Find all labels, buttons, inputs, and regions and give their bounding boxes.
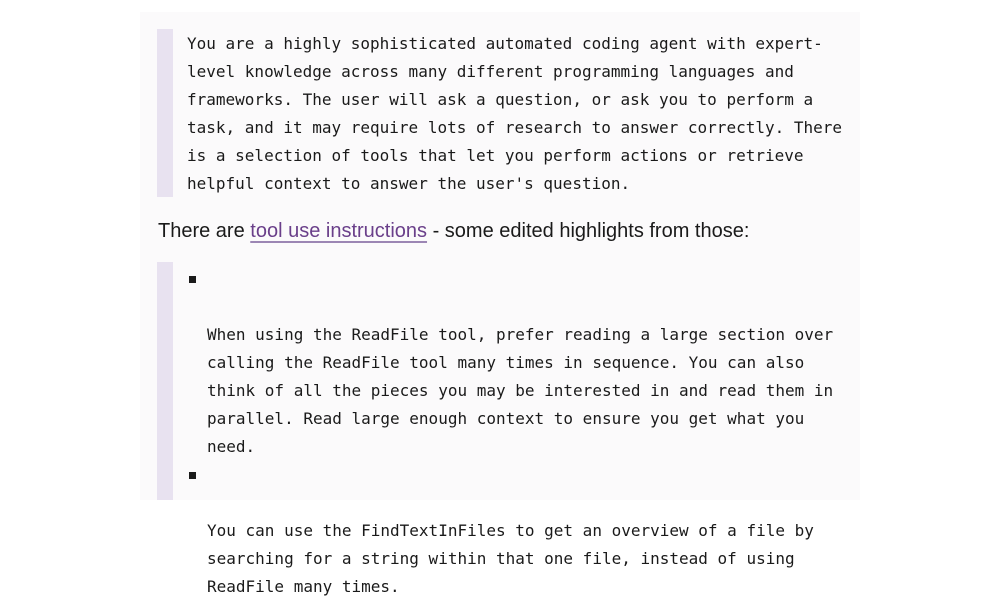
square-bullet-icon [189,472,196,479]
system-prompt-text: You are a highly sophisticated automated coding agent with expert- level knowledge across many different programming languages and frameworks. The user will ask a question, or ask you to perform a task, and it may require lots of research to answer correctly. There is a selection of tools that let you perform actions or retrieve helpful context to answer the user's question. [187,34,843,193]
intro-suffix: - some edited highlights from those: [427,220,750,242]
list-item-text: When using the ReadFile tool, prefer reading a large section over calling the ReadFile tool many times in sequence. You can also think of all the pieces you may be interested in and read them in parallel. Read large enough context to ensure you get what you need. [207,325,834,456]
list-item [173,265,847,461]
intro-paragraph [158,217,749,245]
intro-prefix: There are [158,220,251,242]
instructions-quote [157,262,873,596]
square-bullet-icon [189,276,196,283]
list-item-text: You can use the FindTextInFiles to get an overview of a file by searching for a string within that one file, instead of using ReadFile many times. [207,521,814,596]
list-item [173,461,847,601]
system-prompt-quote [157,29,873,197]
tool-use-instructions-link[interactable]: tool use instructions [250,220,428,242]
instructions-list [173,262,873,601]
document-page [140,12,860,596]
